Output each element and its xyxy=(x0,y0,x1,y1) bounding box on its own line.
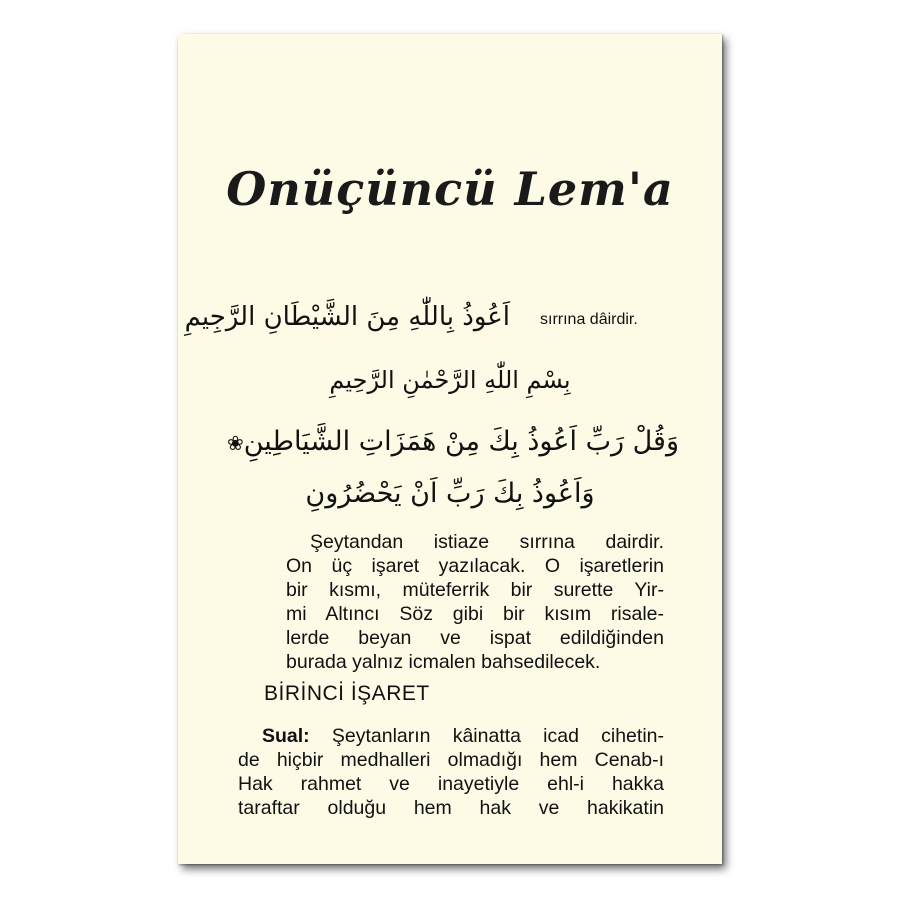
body-paragraph xyxy=(238,724,664,820)
intro-line: Şeytandan istiaze sırrına dairdir. xyxy=(310,531,664,553)
intro-line: mi Altıncı Söz gibi bir kısım risale- xyxy=(286,603,664,625)
body-first-line-text: Şeytanların kâinatta icad cihetin- xyxy=(309,725,664,747)
arabic-verse-line-1 xyxy=(178,426,722,457)
intro-line: On üç işaret yazılacak. O işaretlerin xyxy=(286,555,664,577)
sual-label: Sual: xyxy=(262,725,310,747)
arabic-besmele: بِسْمِ اللّٰهِ الرَّحْمٰنِ الرَّحِيمِ xyxy=(329,366,571,394)
book-page xyxy=(178,34,722,864)
chapter-title: Onüçüncü Lem'a xyxy=(226,162,674,216)
arabic-verse-line-2: وَاَعُوذُ بِكَ رَبِّ اَنْ يَحْضُرُونِ xyxy=(305,478,595,509)
intro-line: lerde beyan ve ispat edildiğinden xyxy=(286,627,664,649)
intro-line: burada yalnız icmalen bahsedilecek. xyxy=(286,651,601,673)
intro-line: bir kısmı, müteferrik bir surette Yir- xyxy=(286,579,664,601)
body-line: de hiçbir medhalleri olmadığı hem Cenab-ı xyxy=(238,749,664,771)
verse-text-1: وَقُلْ رَبِّ اَعُوذُ بِكَ مِنْ هَمَزَاتِ الشَّيَاطِينِ xyxy=(243,426,680,457)
section-heading: BİRİNCİ İŞARET xyxy=(264,682,430,705)
arabic-istiaze: اَعُوذُ بِاللّٰهِ مِنَ الشَّيْطَانِ الرَّجِيمِ xyxy=(184,302,510,332)
intro-paragraph xyxy=(286,530,664,674)
body-line: Hak rahmet ve inayetiyle ehl-i hakka xyxy=(238,773,664,795)
body-line: taraftar olduğu hem hak ve hakikatin xyxy=(238,797,664,819)
istiaze-note: sırrına dâirdir. xyxy=(540,311,638,328)
body-line-first xyxy=(238,724,664,748)
verse-ornament-icon: ❀ xyxy=(226,430,244,455)
